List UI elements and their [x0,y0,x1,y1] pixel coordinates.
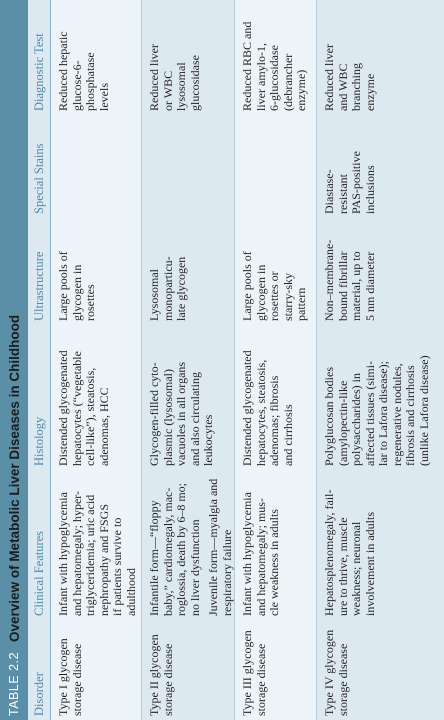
cell-line: enzyme [362,73,377,111]
cell-line: Infant with hypoglycemia [240,492,254,616]
cell-line: storage disease [335,643,350,716]
header-special-stains: Special Stains [31,143,46,214]
table-title-bar [0,0,28,720]
cell-line: Type III glycogen [240,630,254,716]
cell-line: and cirrhosis [280,404,295,466]
cell-line: storage disease [69,643,84,716]
cell-line: branching [349,63,363,111]
cell-line: lar to Lafora disease); [376,361,390,466]
cell-histology [148,362,216,466]
table-header-row [28,0,51,720]
cell-line: monoparticu- [160,256,175,321]
cell-line: ure to thrive, muscle [335,517,350,616]
table-row [141,0,235,720]
cell-line: PAS-positive [349,151,363,214]
cell-line: and WBC [335,63,350,111]
cell-line: Distended glycogenated [240,350,254,466]
cell-line: glucose-6- [69,60,84,111]
cell-line: and also circulating [187,372,202,466]
cell-line: leukocytes [201,414,215,466]
cell-line: adenomas; fibrosis [267,375,281,466]
header-diagnostic-test: Diagnostic Test [31,33,46,111]
cell-line: Reduced hepatic [56,31,70,111]
cell-disorder [241,630,268,716]
cell-histology [241,350,295,466]
cell-line: Type II glycogen [147,634,161,716]
cell-line: rosettes [83,284,97,321]
table-title: Overview of Metabolic Liver Diseases in Childhood [6,314,22,642]
cell-disorder [148,634,175,716]
cell-line: Large pools of [240,251,254,321]
cell-line: polysaccharides) in [349,373,363,466]
cell-line: 5 nm diameter [362,251,377,321]
table-row [51,0,141,720]
cell-line: cle weakness in adults [267,509,281,616]
cell-line: adulthood [123,568,138,616]
cell-line: affected tissues (simi- [362,360,377,466]
cell-line: Hepatosplenomegaly, fail- [322,489,336,616]
table-body [51,0,444,720]
cell-line: resistant [335,174,350,214]
cell-ultrastructure [241,251,309,321]
cell-line: respiratory failure [219,529,234,616]
cell-line: Reduced RBC and [240,21,254,111]
header-ultrastructure: Ultrastructure [31,251,46,321]
cell-line: liver amylo-1, [253,43,268,111]
cell-line: roglossia, death by 6–8 mo; [174,483,188,616]
cell-line: late glycogen [174,256,188,321]
cell-clinical-features [323,489,377,616]
cell-line: Reduced liver [322,44,336,111]
cell-disorder [57,638,84,716]
cell-line: Glycogen-filled cyto- [147,362,161,466]
cell-line: inclusions [362,165,377,214]
cell-diagnostic-test [57,31,111,111]
cell-line: material, up to [349,251,363,321]
cell-diagnostic-test [241,22,309,111]
header-histology: Histology [31,416,46,466]
cell-line: fibrosis and cirrhosis [403,365,417,466]
cell-clinical-features [148,479,234,616]
cell-line: no liver dysfunction [187,519,202,616]
table-label: TABLE 2.2 [7,651,21,716]
cell-ultrastructure [57,251,98,321]
cell-line: and hepatomegaly; mus- [253,498,268,616]
cell-line: (unlike Lafora disease) [416,355,431,466]
cell-line: if patients survive to [110,517,124,616]
cell-line: glucosidase [187,55,202,111]
cell-line: triglyceridemia; uric acid [83,494,97,616]
cell-line: weakness; neuronal [349,521,363,616]
cell-histology [57,350,111,466]
cell-line: 6-glucosidase [267,45,281,111]
cell-line: baby,” cardiomegaly, mac- [160,487,175,616]
cell-line: bound fibrillar [335,251,350,321]
cell-line: rosettes or [267,271,281,321]
cell-line: involvement in adults [362,512,377,616]
cell-disorder [323,630,350,716]
cell-line: lysosomal [174,62,188,111]
cell-line: or WBC [160,70,175,111]
cell-line: (amylopectin-like [335,380,350,466]
table-row [234,0,317,720]
cell-clinical-features [57,491,138,616]
cell-clinical-features [241,492,282,616]
cell-diagnostic-test [323,44,377,111]
header-disorder: Disorder [31,672,46,716]
cell-line: cell-like”), steatosis, [83,367,97,466]
cell-line: phosphatase [83,52,97,111]
cell-line: pattern [294,287,308,321]
cell-line: and hepatomegaly; hyper- [69,490,84,616]
cell-line: Large pools of [56,251,70,321]
cell-ultrastructure [323,240,377,321]
cell-line: hepatocytes (“vegetable [69,351,84,466]
header-clinical-features: Clinical Features [31,530,46,616]
cell-line: Diastase- [322,169,336,214]
cell-line: (debrancher [280,53,295,111]
cell-line: glycogen in [253,264,268,321]
cell-line: Type I glycogen [56,638,70,716]
cell-line: starry-sky [280,273,295,321]
cell-line: Type IV glycogen [322,629,336,716]
cell-line: Polyglucosan bodies [322,367,336,466]
cell-line: storage disease [253,643,268,716]
cell-line: Infantile form—“floppy [147,500,161,616]
cell-line: vacuoles in all organs [174,361,188,466]
cell-line: nephropathy and FSGS [96,504,111,616]
table-row [316,0,444,720]
cell-line: Distended glycogenated [56,350,70,466]
cell-line: storage disease [160,643,175,716]
cell-line: glycogen in [69,264,84,321]
cell-line: plasmic (lysosomal) [160,369,175,466]
cell-line: adenomas, HCC [96,387,111,466]
cell-line: Lysosomal [147,268,161,321]
cell-line: enzyme) [294,69,308,111]
cell-line: regenerative nodules, [389,363,404,466]
cell-ultrastructure [148,256,189,321]
cell-line: Reduced liver [147,44,161,111]
cell-special-stains [323,151,377,214]
cell-line: levels [96,83,111,111]
cell-line: hepatocytes, steatosis, [253,359,268,466]
cell-line: Non–membrane- [322,239,336,321]
cell-histology [323,355,431,466]
cell-line: Infant with hypoglycemia [56,492,70,616]
cell-line: Juvenile form—myalgia and [206,478,220,616]
cell-diagnostic-test [148,44,202,111]
